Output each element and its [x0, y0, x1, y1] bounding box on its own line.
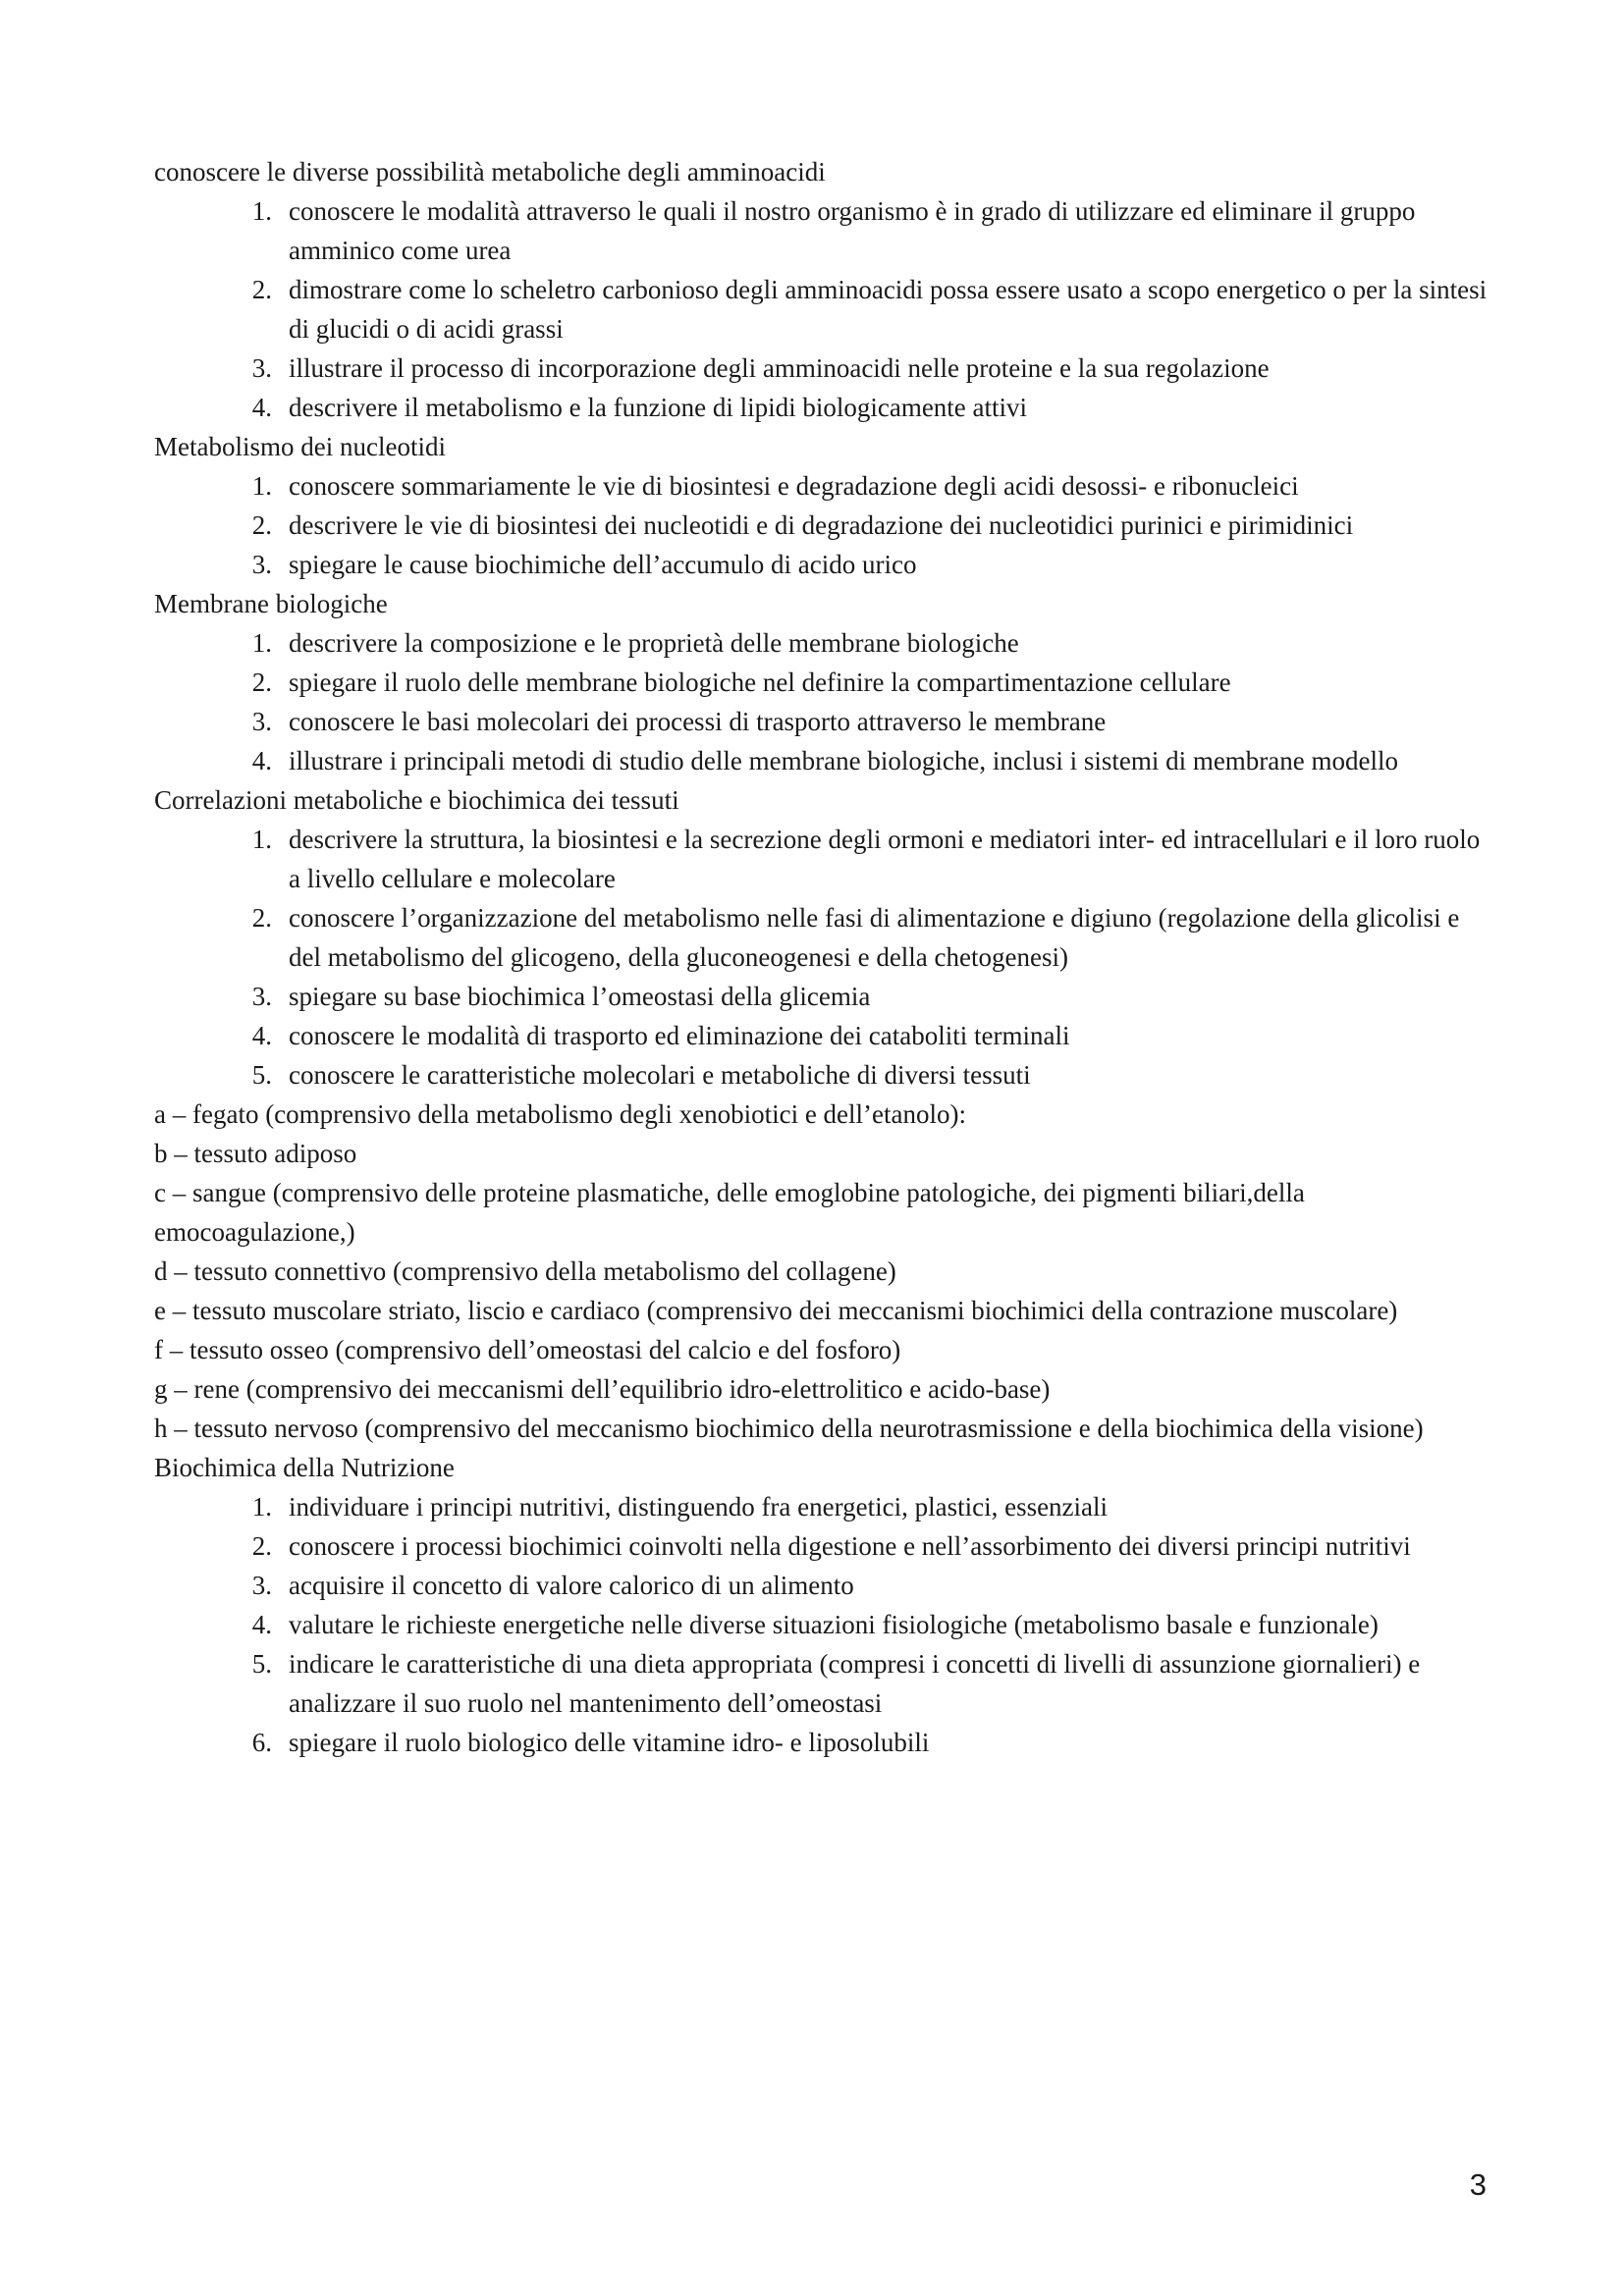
list-item: [154, 270, 1489, 348]
list-item-number: 1.: [251, 471, 272, 501]
section-heading: Membrane biologiche: [154, 589, 388, 618]
list-item-text: illustrare il processo di incorporazione degli amminoacidi nelle proteine e la sua regolazione: [289, 353, 1270, 383]
list-item: [154, 348, 1489, 388]
list-item: [154, 898, 1489, 977]
list-item-text: conoscere sommariamente le vie di biosintesi e degradazione degli acidi desossi- e ribonucleici: [289, 471, 1299, 501]
list-item-number: 3.: [251, 707, 272, 736]
list-item-text: spiegare su base biochimica l’omeostasi della glicemia: [289, 982, 871, 1011]
list-item-number: 3.: [251, 353, 272, 383]
list-item-number: 6.: [251, 1728, 272, 1757]
list-item: [154, 1723, 1489, 1762]
list-item-number: 3.: [251, 550, 272, 579]
document-body: [154, 152, 1489, 1762]
list-item-text: descrivere le vie di biosintesi dei nucleotidi e di degradazione dei nucleotidici purinici e pirimidinici: [289, 510, 1354, 540]
section-heading: conoscere le diverse possibilità metaboliche degli amminoacidi: [154, 157, 826, 187]
list-item-text: conoscere l’organizzazione del metabolismo nelle fasi di alimentazione e digiuno (regolazione della glicolisi e del metabolismo del glicogeno, della gluconeogenesi e della chetogenesi): [289, 903, 1460, 972]
list-item-number: 1.: [251, 825, 272, 854]
list-item-number: 3.: [251, 1571, 272, 1600]
list-item: [154, 1566, 1489, 1605]
list-item-text: valutare le richieste energetiche nelle diverse situazioni fisiologiche (metabolismo basale e funzionale): [289, 1610, 1379, 1639]
tissue-subitem: b – tessuto adiposo: [154, 1139, 357, 1168]
list-item-number: 2.: [251, 275, 272, 304]
list-item-number: 4.: [251, 746, 272, 775]
list-item-text: illustrare i principali metodi di studio delle membrane biologiche, inclusi i sistemi di membrane modello: [289, 746, 1399, 775]
list-item: [154, 741, 1489, 780]
numbered-list: [154, 623, 1489, 780]
numbered-list: [154, 191, 1489, 427]
list-item-text: conoscere le modalità di trasporto ed eliminazione dei cataboliti terminali: [289, 1021, 1070, 1050]
list-item: [154, 388, 1489, 427]
list-item-text: conoscere le modalità attraverso le quali il nostro organismo è in grado di utilizzare ed eliminare il gruppo amminico come urea: [289, 196, 1416, 265]
list-item: [154, 977, 1489, 1016]
list-item-text: descrivere la struttura, la biosintesi e la secrezione degli ormoni e mediatori inter- ed intracellulari e il loro ruolo a livello cellulare e molecolare: [289, 825, 1481, 893]
list-item: [154, 191, 1489, 270]
list-item-text: descrivere il metabolismo e la funzione di lipidi biologicamente attivi: [289, 393, 1028, 422]
numbered-list: [154, 466, 1489, 584]
list-item-number: 4.: [251, 1610, 272, 1639]
list-item-text: dimostrare come lo scheletro carbonioso degli amminoacidi possa essere usato a scopo energetico o per la sintesi di glucidi o di acidi grassi: [289, 275, 1488, 344]
tissue-subitem: h – tessuto nervoso (comprensivo del meccanismo biochimico della neurotrasmissione e della biochimica della visione): [154, 1414, 1424, 1443]
list-item-number: 1.: [251, 196, 272, 226]
list-item-number: 2.: [251, 903, 272, 933]
tissue-subitem: e – tessuto muscolare striato, liscio e cardiaco (comprensivo dei meccanismi biochimici della contrazione muscolare): [154, 1296, 1398, 1325]
list-item: [154, 1526, 1489, 1566]
list-item-number: 5.: [251, 1060, 272, 1090]
list-item: [154, 545, 1489, 584]
list-item-text: spiegare le cause biochimiche dell’accumulo di acido urico: [289, 550, 917, 579]
tissue-subitem: a – fegato (comprensivo della metabolismo degli xenobiotici e dell’etanolo):: [154, 1099, 966, 1129]
list-item: [154, 663, 1489, 702]
page-number: 3: [1469, 2167, 1487, 2202]
list-item: [154, 1644, 1489, 1723]
list-item-text: descrivere la composizione e le proprietà delle membrane biologiche: [289, 628, 1019, 658]
list-item: [154, 702, 1489, 741]
list-item: [154, 1055, 1489, 1095]
list-item: [154, 506, 1489, 545]
list-item-number: 1.: [251, 1492, 272, 1522]
list-item-number: 4.: [251, 1021, 272, 1050]
list-item-number: 2.: [251, 510, 272, 540]
list-item-text: spiegare il ruolo delle membrane biologiche nel definire la compartimentazione cellulare: [289, 667, 1231, 697]
list-item-text: conoscere le basi molecolari dei processi di trasporto attraverso le membrane: [289, 707, 1107, 736]
list-item: [154, 1487, 1489, 1526]
list-item: [154, 623, 1489, 663]
list-item-number: 2.: [251, 667, 272, 697]
list-item-number: 1.: [251, 628, 272, 658]
tissue-subitem: d – tessuto connettivo (comprensivo della metabolismo del collagene): [154, 1256, 896, 1286]
list-item: [154, 1016, 1489, 1055]
list-item-number: 2.: [251, 1531, 272, 1561]
section-heading: Correlazioni metaboliche e biochimica dei tessuti: [154, 785, 679, 815]
list-item: [154, 1605, 1489, 1644]
list-item-text: conoscere i processi biochimici coinvolti nella digestione e nell’assorbimento dei diversi principi nutritivi: [289, 1531, 1411, 1561]
section-heading: Biochimica della Nutrizione: [154, 1453, 455, 1482]
numbered-list: [154, 820, 1489, 1095]
list-item: [154, 466, 1489, 506]
list-item: [154, 820, 1489, 898]
numbered-list: [154, 1487, 1489, 1762]
list-item-number: 4.: [251, 393, 272, 422]
list-item-number: 5.: [251, 1649, 272, 1679]
list-item-text: individuare i principi nutritivi, distinguendo fra energetici, plastici, essenziali: [289, 1492, 1109, 1522]
list-item-number: 3.: [251, 982, 272, 1011]
tissue-subitem: f – tessuto osseo (comprensivo dell’omeostasi del calcio e del fosforo): [154, 1335, 901, 1364]
section-heading: Metabolismo dei nucleotidi: [154, 432, 446, 461]
tissue-subitem: c – sangue (comprensivo delle proteine plasmatiche, delle emoglobine patologiche, dei pigmenti biliari,della emocoagulazione,): [154, 1178, 1305, 1247]
list-item-text: spiegare il ruolo biologico delle vitamine idro- e liposolubili: [289, 1728, 930, 1757]
list-item-text: acquisire il concetto di valore calorico di un alimento: [289, 1571, 854, 1600]
list-item-text: conoscere le caratteristiche molecolari e metaboliche di diversi tessuti: [289, 1060, 1031, 1090]
tissue-subitem: g – rene (comprensivo dei meccanismi dell’equilibrio idro-elettrolitico e acido-base): [154, 1374, 1051, 1404]
list-item-text: indicare le caratteristiche di una dieta appropriata (compresi i concetti di livelli di assunzione giornalieri) e analizzare il suo ruolo nel mantenimento dell’omeostasi: [289, 1649, 1421, 1718]
